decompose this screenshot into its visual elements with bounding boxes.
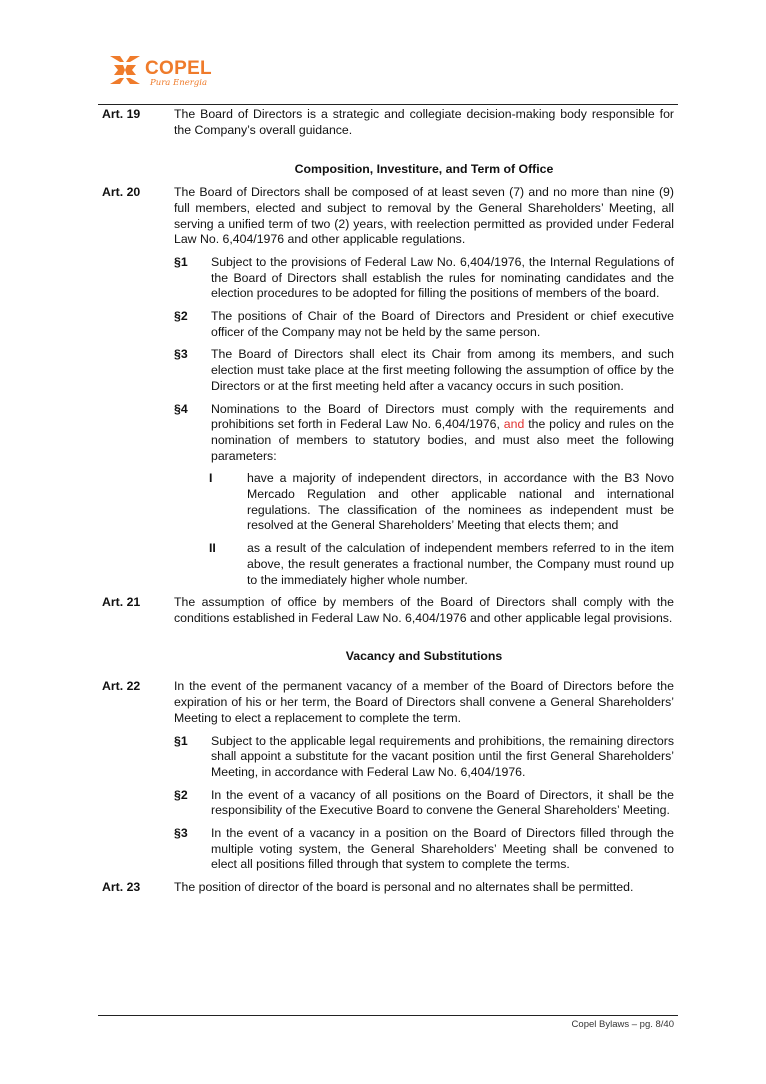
- paragraph-text: The Board of Directors shall elect its Chair from among its members, and such election must take place at the first meeting following the assumption of office by the Directors or at the first meeting held after a vacancy occurs in such position.: [211, 347, 674, 393]
- article-text: The Board of Directors shall be composed of at least seven (7) and no more than nine (9) full members, elected and subject to removal by the General Shareholders’ Meeting, all serving a unified term of two (2) years, with reelection permitted as provided under Federal Law No. 6,404/1976 and other applicable regulations.: [174, 185, 674, 247]
- article-19: [102, 107, 674, 138]
- article-20-item-1: [102, 471, 674, 534]
- paragraph-text: In the event of a vacancy of all positions on the Board of Directors, it shall be the responsibility of the Executive Board to convene the General Shareholders’ Meeting.: [211, 787, 674, 818]
- article-label: Art. 19: [102, 107, 141, 121]
- article-20-paragraph-2: [102, 309, 674, 340]
- document-body: [102, 107, 674, 896]
- paragraph-label: §4: [174, 401, 188, 416]
- article-23: [102, 880, 674, 896]
- item-text: as a result of the calculation of independent members referred to in the item above, the result generates a fractional number, the Company must round up to the immediately higher whole number.: [247, 541, 674, 587]
- paragraph-text: Subject to the provisions of Federal Law No. 6,404/1976, the Internal Regulations of the Board of Directors shall establish the rules for nominating candidates and the election procedures to be adopted for filling the positions of members of the board.: [211, 254, 674, 301]
- paragraph-text: Nominations to the Board of Directors must comply with the requirements and prohibitions set forth in Federal Law No. 6,404/1976,: [211, 401, 674, 432]
- paragraph-label: §2: [174, 787, 188, 802]
- section-heading-composition: Composition, Investiture, and Term of Office: [294, 162, 554, 177]
- paragraph-text: In the event of a vacancy in a position on the Board of Directors filled through the multiple voting system, the General Shareholders’ Meeting shall be convened to elect all positions filled through that system to complete the terms.: [211, 826, 674, 872]
- article-label: Art. 22: [102, 679, 141, 694]
- item-text: have a majority of independent directors, in accordance with the B3 Novo Mercado Regulation and other applicable national and international regulations. The classification of the nominees as independent must be resolved at the General Shareholders’ Meeting that elects them; and: [247, 471, 674, 533]
- article-22: [102, 679, 674, 726]
- paragraph-label: §3: [174, 347, 188, 362]
- page-footer: Copel Bylaws – pg. 8/40: [571, 1019, 674, 1030]
- logo-tagline: Pura Energia: [150, 78, 208, 88]
- article-20-paragraph-4: [102, 402, 674, 465]
- article-22-paragraph-3: [102, 826, 674, 873]
- article-label: Art. 23: [102, 880, 141, 895]
- paragraph-label: §1: [174, 733, 188, 748]
- article-label: Art. 20: [102, 185, 141, 200]
- paragraph-text: The positions of Chair of the Board of Directors and President or chief executive officer of the Company may not be held by the same person.: [211, 309, 674, 339]
- copel-logo: [108, 54, 248, 90]
- article-text: In the event of the permanent vacancy of a member of the Board of Directors before the expiration of his or her term, the Board of Directors shall convene a General Shareholders’ Meeting to elect a replacement to complete the term.: [174, 679, 674, 725]
- header-rule: [98, 104, 678, 105]
- section-heading-vacancy: Vacancy and Substitutions: [345, 648, 503, 663]
- article-20-paragraph-1: [102, 255, 674, 302]
- article-22-paragraph-2: [102, 788, 674, 819]
- copel-symbol-icon: [108, 54, 142, 86]
- logo-name: COPEL: [145, 58, 212, 79]
- article-label: Art. 21: [102, 595, 141, 610]
- article-text: The Board of Directors is a strategic and collegiate decision-making body responsible for the Company’s overall guidance.: [174, 107, 674, 137]
- item-label: I: [209, 471, 213, 486]
- article-21: [102, 595, 674, 626]
- highlighted-word: and: [503, 417, 525, 432]
- article-22-paragraph-1: [102, 734, 674, 781]
- article-text: The assumption of office by members of the Board of Directors shall comply with the conditions established in Federal Law No. 6,404/1976 and other applicable legal provisions.: [174, 595, 674, 625]
- paragraph-label: §1: [174, 254, 188, 269]
- footer-rule: [98, 1015, 678, 1016]
- item-label: II: [209, 541, 216, 556]
- article-20: [102, 185, 674, 248]
- article-20-item-2: [102, 541, 674, 588]
- paragraph-label: §2: [174, 309, 188, 324]
- paragraph-text: Subject to the applicable legal requirements and prohibitions, the remaining directors shall appoint a substitute for the vacant position until the first General Shareholders’ Meeting, in accordance with Federal Law No. 6,404/1976.: [211, 733, 674, 779]
- paragraph-text-continued: the policy and rules on the nomination of members to statutory bodies, and must also meet the following parameters:: [211, 417, 674, 463]
- article-20-paragraph-3: [102, 347, 674, 394]
- article-text: The position of director of the board is personal and no alternates shall be permitted.: [174, 880, 634, 895]
- paragraph-label: §3: [174, 826, 188, 841]
